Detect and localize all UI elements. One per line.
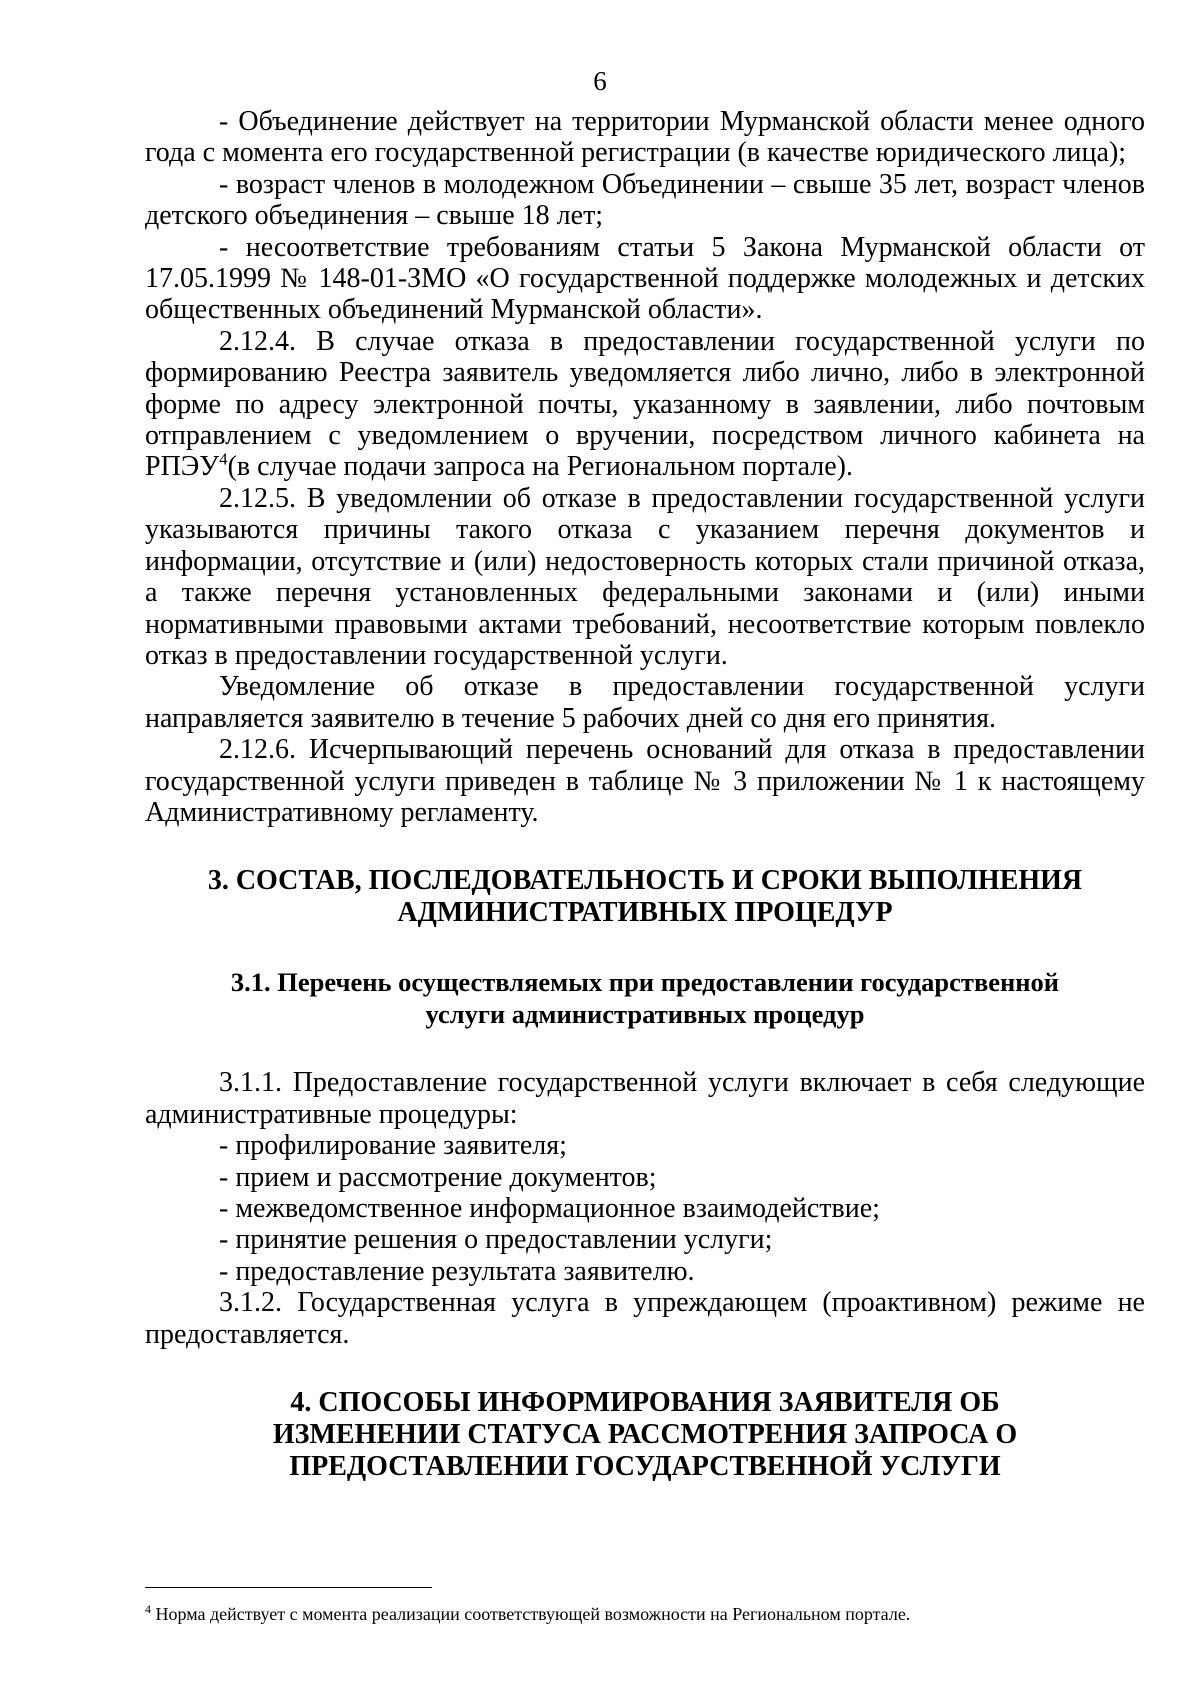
section-4-heading-line1: 4. СПОСОБЫ ИНФОРМИРОВАНИЯ ЗАЯВИТЕЛЯ ОБ	[290, 1387, 1000, 1418]
paragraph-notice-deadline: Уведомление об отказе в предоставлении государственной услуги направляется заявителю в течение 5 рабочих дней со дня его принятия.	[145, 671, 1145, 734]
paragraph-condition-law: - несоответствие требованиям статьи 5 Закона Мурманской области от 17.05.1999 № 148-01-ЗМО «О государственной поддержке молодежных и детских общественных объединений Мурманской области».	[145, 231, 1145, 326]
footnote	[145, 1603, 1145, 1625]
paragraph-2-12-4	[145, 326, 1145, 483]
paragraph-2-12-6: 2.12.6. Исчерпывающий перечень оснований для отказа в предоставлении государственной услуги приведен в таблице № 3 приложении № 1 к настоящему Административному регламенту.	[145, 734, 1145, 828]
section-3-heading-line1: 3. СОСТАВ, ПОСЛЕДОВАТЕЛЬНОСТЬ И СРОКИ ВЫПОЛНЕНИЯ	[207, 865, 1083, 897]
section-4-heading-line3: ПРЕДОСТАВЛЕНИИ ГОСУДАРСТВЕННОЙ УСЛУГИ	[289, 1451, 1001, 1482]
footnote-text: Норма действует с момента реализации соответствующей возможности на Региональном портале.	[155, 1604, 911, 1624]
section-3-heading-line2: АДМИНИСТРАТИВНЫХ ПРОЦЕДУР	[397, 897, 893, 929]
section-3-1-heading	[145, 966, 1145, 1030]
procedure-item: - предоставление результата заявителю.	[219, 1255, 695, 1287]
section-4-heading	[145, 1387, 1145, 1483]
paragraph-2-12-4-text: 2.12.4. В случае отказа в предоставлении государственной услуги по формированию Реестра заявитель уведомляется либо лично, либо в электронной форме по адресу электронной почты, указанному в заявлении, либо почтовым отправлением с уведомлением о вручении, посредством личного кабинета на РПЭУ	[145, 325, 1145, 483]
section-3-1-heading-line2: услуги административных процедур	[425, 999, 865, 1030]
procedure-item: - принятие решения о предоставлении услуги;	[219, 1224, 773, 1256]
paragraph-condition-one-year: - Объединение действует на территории Мурманской области менее одного года с момента его государственной регистрации (в качестве юридического лица);	[145, 106, 1145, 169]
paragraph-2-12-4-tail: (в случае подачи запроса на Региональном портале).	[227, 451, 853, 483]
paragraph-condition-age: - возраст членов в молодежном Объединении – свыше 35 лет, возраст членов детского объединения – свыше 18 лет;	[145, 168, 1145, 232]
procedure-item: - профилирование заявителя;	[219, 1130, 567, 1162]
footnote-separator	[145, 1587, 432, 1588]
procedure-item: - межведомственное информационное взаимодействие;	[219, 1192, 880, 1224]
section-3-heading	[145, 865, 1145, 929]
footnote-mark: 4	[145, 1602, 151, 1616]
footnote-reference: 4	[219, 450, 228, 470]
paragraph-2-12-5: 2.12.5. В уведомлении об отказе в предоставлении государственной услуги указываются причины такого отказа с указанием перечня документов и информации, отсутствие и (или) недостоверность которых стали причиной отказа, а также перечня установленных федеральными законами и (или) иными нормативными правовыми актами требований, несоответствие которым повлекло отказ в предоставлении государственной услуги.	[145, 482, 1145, 671]
procedure-item: - прием и рассмотрение документов;	[219, 1161, 657, 1193]
section-3-1-heading-line1: 3.1. Перечень осуществляемых при предоставлении государственной	[230, 967, 1060, 998]
page-number: 6	[593, 66, 607, 96]
paragraph-3-1-1: 3.1.1. Предоставление государственной услуги включает в себя следующие административные процедуры:	[145, 1067, 1145, 1130]
document-body	[145, 106, 1145, 1483]
paragraph-3-1-2: 3.1.2. Государственная услуга в упреждающем (проактивном) режиме не предоставляется.	[145, 1287, 1145, 1350]
section-4-heading-line2: ИЗМЕНЕНИИ СТАТУСА РАССМОТРЕНИЯ ЗАПРОСА О	[272, 1419, 1018, 1450]
